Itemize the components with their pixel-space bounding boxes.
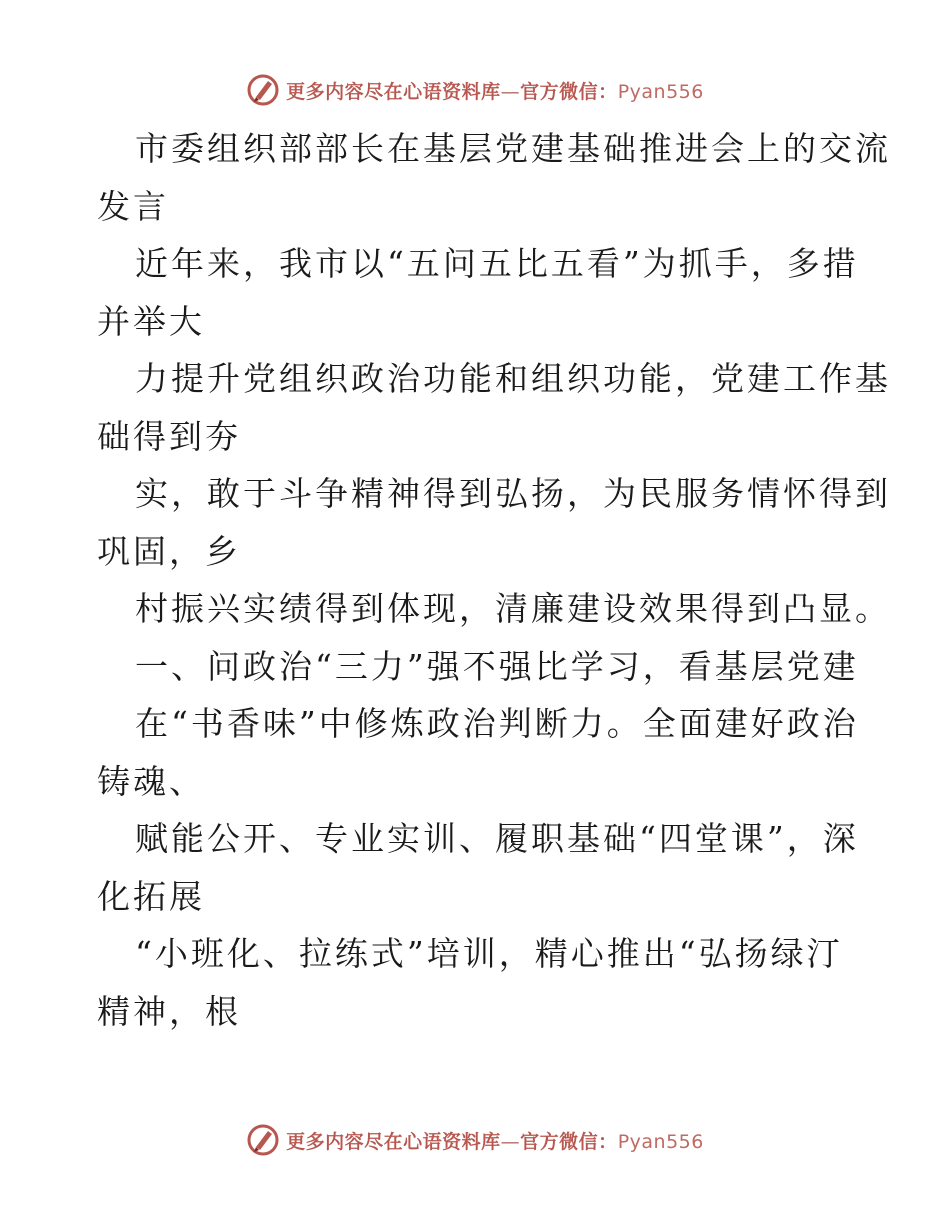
pen-logo-icon	[246, 73, 280, 107]
text-line: 巩固，乡	[97, 531, 241, 571]
pen-logo-icon	[246, 1123, 280, 1157]
banner-wechat-label: 官方微信：	[520, 80, 618, 103]
text-line: “小班化、拉练式”培训，精心推出“弘扬绿汀	[135, 934, 843, 973]
banner-separator: —	[500, 80, 521, 103]
text-line: 村振兴实绩得到体现，清廉建设效果得到凸显。	[135, 589, 891, 628]
text-line: 实，敢于斗争精神得到弘扬，为民服务情怀得到	[135, 474, 891, 513]
banner-wechat-id: Pyan556	[617, 80, 704, 103]
footer-banner	[0, 1120, 950, 1160]
document-body	[97, 120, 891, 1040]
text-line: 础得到夯	[97, 416, 241, 456]
banner-text	[286, 1127, 704, 1154]
banner-text	[286, 77, 704, 104]
banner-wechat-label: 官方微信：	[520, 1130, 618, 1153]
text-line: 化拓展	[97, 876, 205, 916]
text-line: 一、问政治“三力”强不强比学习，看基层党建	[135, 646, 859, 686]
text-line: 在“书香味”中修炼政治判断力。全面建好政治	[135, 704, 859, 743]
text-line: 市委组织部部长在基层党建基础推进会上的交流	[135, 129, 891, 168]
text-line: 铸魂、	[97, 761, 205, 801]
text-line: 力提升党组织政治功能和组织功能，党建工作基	[135, 359, 891, 398]
banner-wechat-id: Pyan556	[617, 1130, 704, 1153]
banner-main: 更多内容尽在心语资料库	[286, 1130, 501, 1153]
text-line: 发言	[97, 186, 169, 226]
text-line: 精神，根	[97, 991, 241, 1031]
header-banner	[0, 70, 950, 110]
banner-main: 更多内容尽在心语资料库	[286, 80, 501, 103]
text-line: 近年来，我市以“五问五比五看”为抓手，多措	[135, 244, 859, 283]
banner-separator: —	[500, 1130, 521, 1153]
text-line: 并举大	[97, 301, 205, 341]
text-line: 赋能公开、专业实训、履职基础“四堂课”，深	[135, 819, 859, 858]
